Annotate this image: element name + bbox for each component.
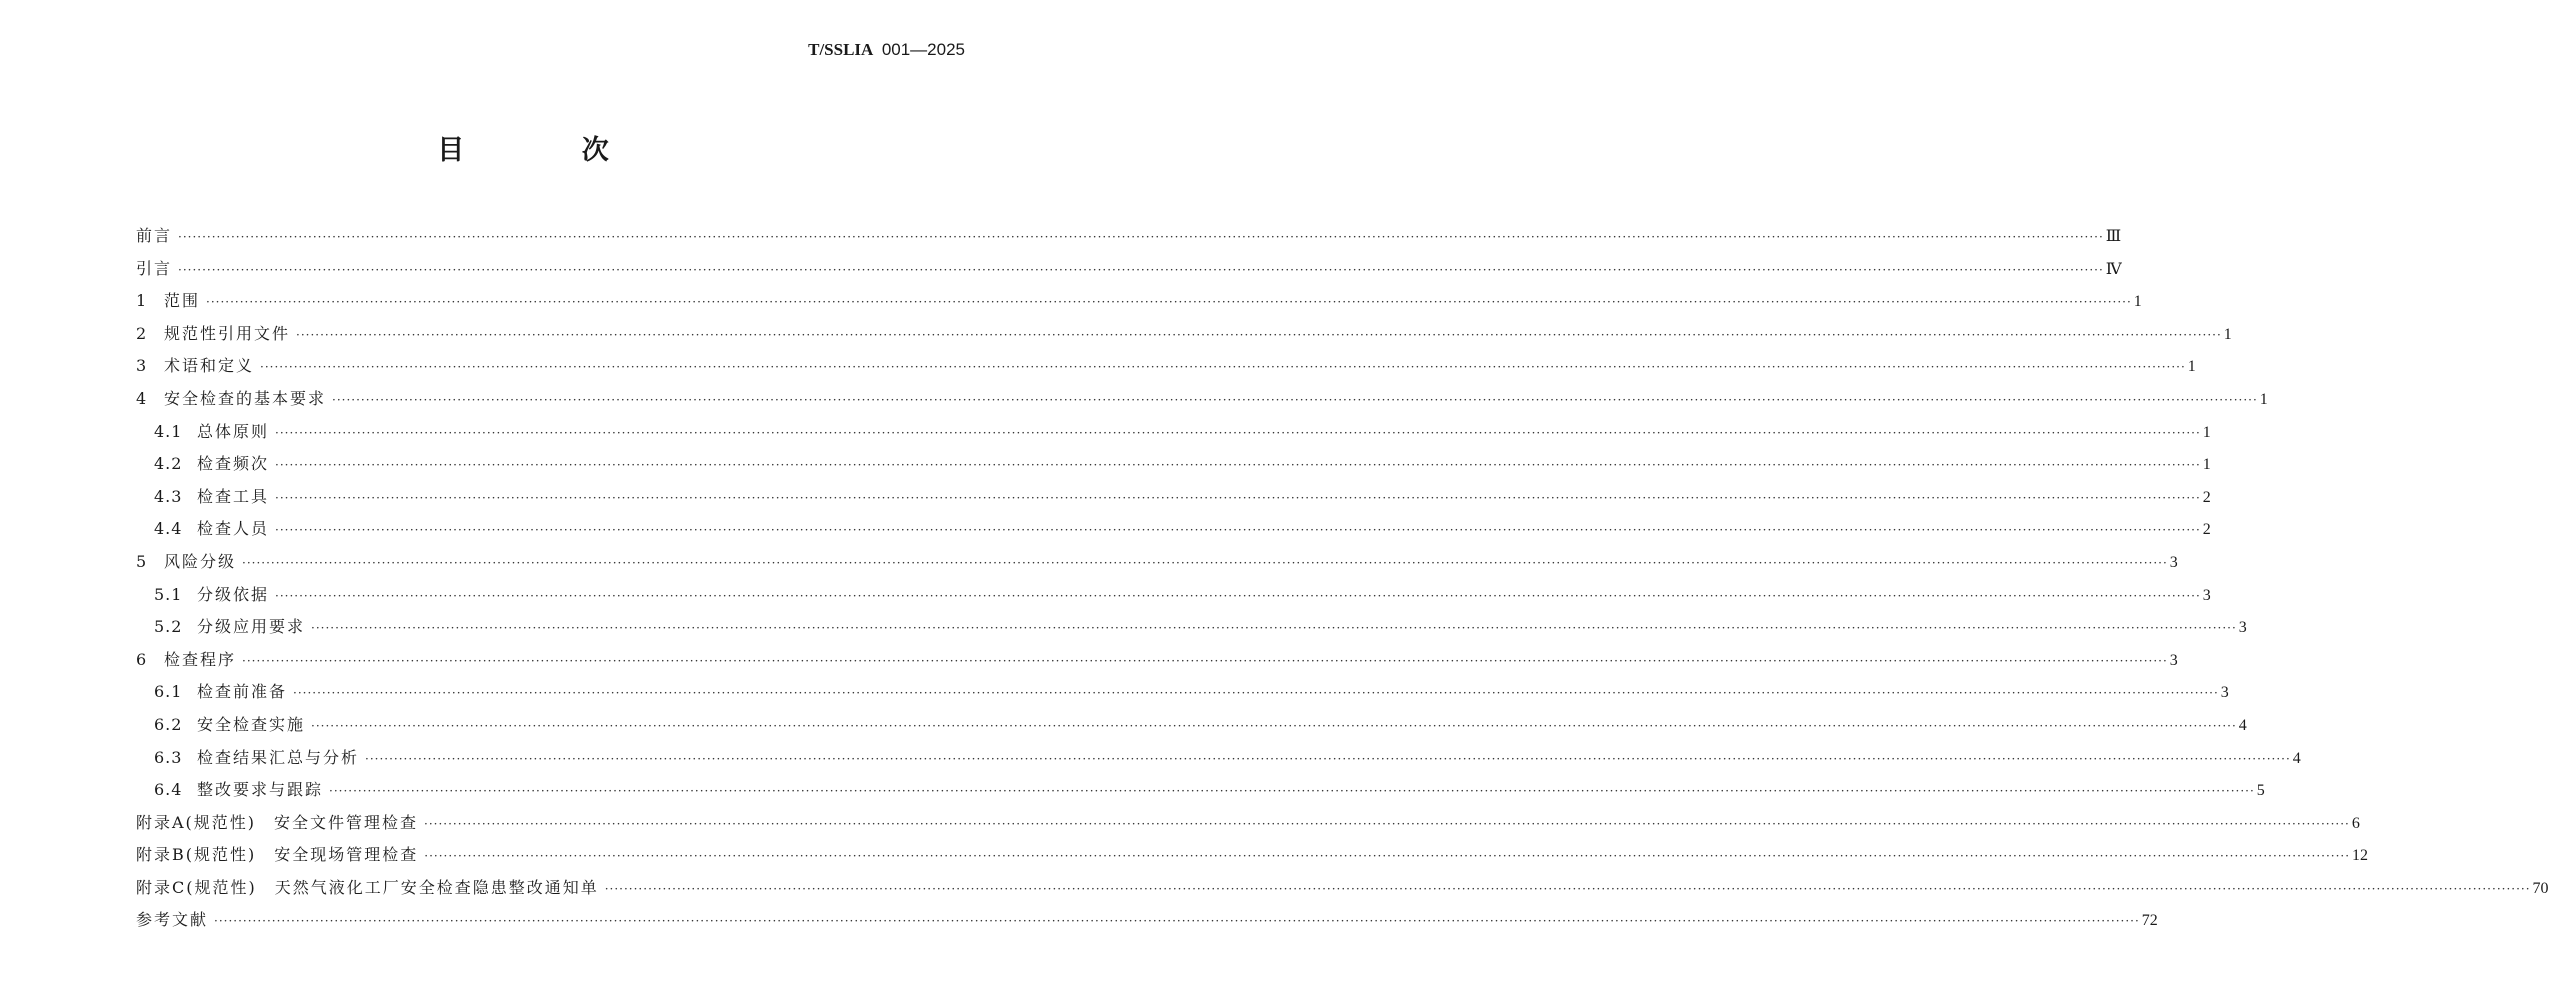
toc-entry-number: 1 [136,291,148,311]
toc-entry-number: 3 [136,356,148,376]
toc-entry[interactable] [136,546,2178,579]
toc-entry-title: 术语和定义 [164,356,255,376]
toc-dot-leader: ················································································································································································································································································································································································································ [296,327,2222,342]
toc-entry[interactable] [136,481,2211,514]
toc-entry-title: 检查人员 [197,519,270,539]
toc-entry-number: 4.1 [154,421,183,441]
toc-entry-title: 附录B(规范性) 安全现场管理检查 [136,845,419,865]
toc-dot-leader: ················································································································································································································································································································································································································ [206,295,2132,310]
toc-entry-page: 70 [2532,879,2549,897]
toc-dot-leader: ················································································································································································································································································································································································································ [214,914,2140,929]
toc-entry[interactable] [136,807,2360,840]
toc-entry-title: 规范性引用文件 [164,323,291,343]
toc-entry[interactable] [136,644,2178,677]
toc-entry-number: 6 [136,649,148,669]
toc-dot-leader: ················································································································································································································································································································································································································ [242,653,2168,668]
toc-dot-leader: ················································································································································································································································································································································································································ [260,360,2186,375]
toc-entry-number: 6.4 [154,780,183,800]
toc-entry-title: 参考文献 [136,910,209,930]
toc-entry-number: 5 [136,551,148,571]
toc-entry[interactable] [136,839,2369,872]
toc-entry-title: 检查频次 [197,454,270,474]
toc-entry[interactable] [136,220,2122,253]
toc-entry-title: 分级依据 [197,584,270,604]
toc-entry-page: Ⅳ [2105,260,2122,278]
toc-entry-page: 2 [2202,521,2211,539]
toc-entry[interactable] [136,318,2232,351]
toc-entry-number: 4 [136,388,148,408]
toc-entry-page: 1 [2133,293,2142,311]
toc-entry-page: 1 [2202,456,2211,474]
toc-entry-page: 12 [2352,847,2369,865]
toc-entry-number: 5.1 [154,584,183,604]
toc-entry-page: 3 [2202,586,2211,604]
toc-entry-number: 6.3 [154,747,183,767]
toc-entry-number: 2 [136,323,148,343]
toc-entry-title: 附录A(规范性) 安全文件管理检查 [136,812,419,832]
toc-entry-page: 1 [2223,325,2232,343]
toc-entry[interactable] [136,872,2549,905]
toc-entry[interactable] [136,904,2158,937]
toc-entry-title: 安全检查实施 [197,714,306,734]
toc-entry[interactable] [136,350,2196,383]
toc-dot-leader: ················································································································································································································································································································································································································ [242,555,2168,570]
toc-entry[interactable] [136,513,2211,546]
toc-dot-leader: ················································································································································································································································································································································································································ [365,751,2291,766]
toc-dot-leader: ················································································································································································································································································································································································································ [293,686,2219,701]
toc-entry-page: 72 [2141,912,2158,930]
toc-entry-number: 5.2 [154,617,183,637]
toc-entry-page: 6 [2351,814,2360,832]
toc-dot-leader: ················································································································································································································································································································································································································ [311,621,2237,636]
toc-entry-title: 检查结果汇总与分析 [197,747,360,767]
toc-entry-title: 附录C(规范性) 天然气液化工厂安全检查隐患整改通知单 [136,877,599,897]
toc-entry[interactable] [136,742,2301,775]
toc-entry-title: 范围 [164,291,201,311]
toc-dot-leader: ················································································································································································································································································································································································································ [424,816,2350,831]
toc-entry-title: 检查前准备 [197,682,288,702]
toc-entry[interactable] [136,774,2265,807]
toc-entry[interactable] [136,253,2122,286]
toc-entry-page: 1 [2202,423,2211,441]
toc-entry-title: 风险分级 [164,551,237,571]
toc-entry[interactable] [136,579,2211,612]
toc-entry[interactable] [136,416,2211,449]
toc-entry-title: 引言 [136,258,173,278]
toc-entry[interactable] [136,448,2211,481]
toc-entry-page: 3 [2220,684,2229,702]
toc-entry-page: 1 [2259,390,2268,408]
toc-dot-leader: ················································································································································································································································································································································································································ [329,784,2255,799]
document-code [808,40,965,60]
toc-entry[interactable] [136,285,2142,318]
toc-entry-title: 检查程序 [164,649,237,669]
toc-entry-number: 6.1 [154,682,183,702]
document-code-prefix: T/SSLIA [808,40,874,59]
toc-dot-leader: ················································································································································································································································································································································································································ [275,458,2201,473]
toc-dot-leader: ················································································································································································································································································································································································································ [332,392,2258,407]
toc-dot-leader: ················································································································································································································································································································································································································ [275,425,2201,440]
table-of-contents [136,220,2549,937]
toc-entry-page: 5 [2256,782,2265,800]
toc-entry-title: 检查工具 [197,486,270,506]
toc-dot-leader: ················································································································································································································································································································································································································ [178,230,2104,244]
toc-entry[interactable] [136,611,2247,644]
toc-dot-leader: ················································································································································································································································································································································································································ [275,490,2201,505]
toc-entry-page: 1 [2187,358,2196,376]
page-title: 目 次 [437,135,663,166]
toc-entry-page: 3 [2238,619,2247,637]
toc-entry-title: 整改要求与跟踪 [197,780,324,800]
toc-entry-title: 分级应用要求 [197,617,306,637]
toc-entry-page: 3 [2169,651,2178,669]
toc-entry-number: 4.2 [154,454,183,474]
toc-entry-number: 4.4 [154,519,183,539]
toc-dot-leader: ················································································································································································································································································································································································································ [178,262,2104,277]
toc-dot-leader: ················································································································································································································································································································································································································ [275,588,2201,603]
toc-entry-number: 4.3 [154,486,183,506]
toc-dot-leader: ················································································································································································································································································································································································································ [424,849,2351,864]
toc-entry-page: 2 [2202,488,2211,506]
toc-entry-page: 4 [2238,716,2247,734]
toc-entry-title: 安全检查的基本要求 [164,388,327,408]
toc-dot-leader: ················································································································································································································································································································································································································ [275,523,2201,538]
toc-entry-number: 6.2 [154,714,183,734]
document-code-number: 001—2025 [881,40,965,59]
toc-entry-page: Ⅲ [2105,228,2122,245]
toc-entry-title: 总体原则 [197,421,270,441]
toc-dot-leader: ················································································································································································································································································································································································································ [604,881,2531,896]
toc-entry-title: 前言 [136,226,173,245]
toc-entry-page: 4 [2292,749,2301,767]
toc-entry-page: 3 [2169,553,2178,571]
toc-entry[interactable] [136,709,2247,742]
toc-dot-leader: ················································································································································································································································································································································································································ [311,718,2237,733]
toc-entry[interactable] [136,676,2229,709]
toc-entry[interactable] [136,383,2268,416]
